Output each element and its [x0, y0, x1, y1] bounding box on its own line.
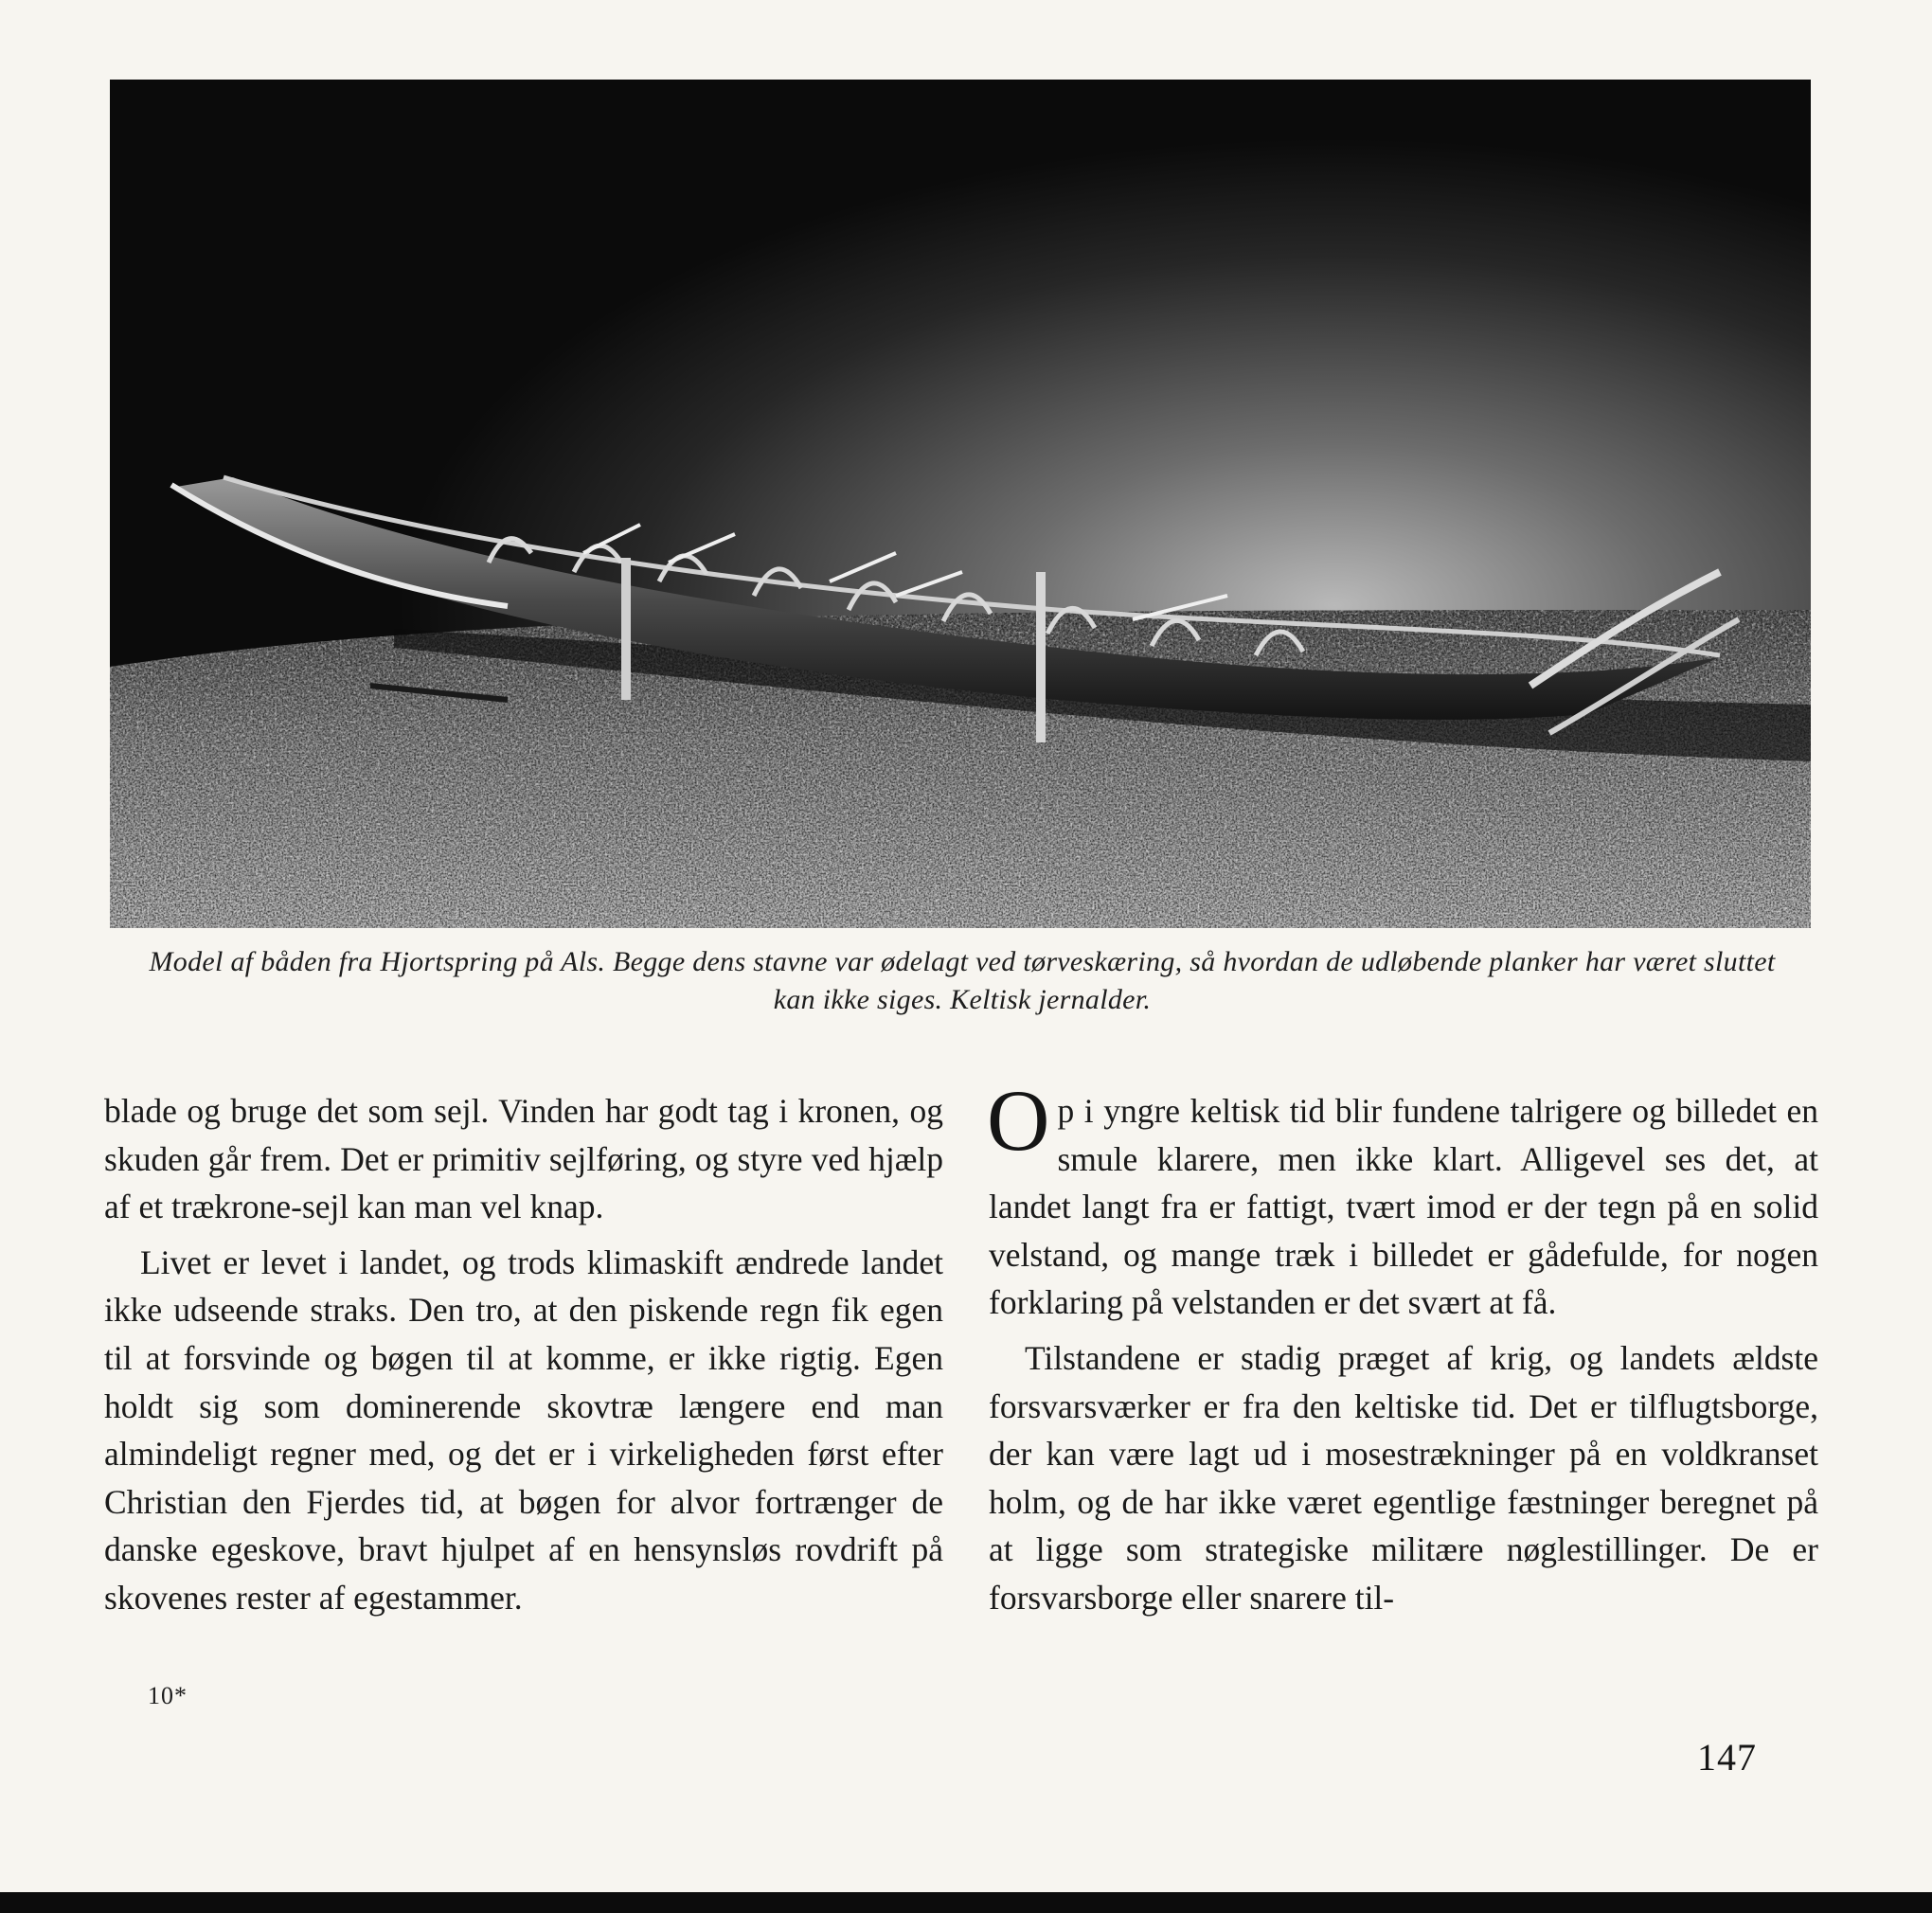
- scan-border: [0, 1892, 1932, 1913]
- paragraph: Livet er levet i landet, og trods klimaskift ændrede landet ikke udseende straks. Den tro, at den piskende regn fik egen til at forsvinde og bøgen til at komme, er ikke rigtig. Egen holdt sig som dominerende skovtræ længere end man almindeligt regner med, og det er i virkeligheden først efter Christian den Fjerdes tid, at bøgen for alvor fortrænger de danske egeskove, bravt hjulpet af en hensynsløs rovdrift på skovenes rester af egestammer.: [104, 1243, 943, 1617]
- paragraph: [987, 1072, 1818, 1327]
- signature-mark: 10*: [148, 1682, 188, 1709]
- figure-caption: [95, 943, 1830, 1019]
- boat-model-photograph: [110, 80, 1811, 928]
- drop-cap: O: [987, 1072, 1050, 1169]
- right-text-column: [987, 1072, 1818, 1622]
- paragraph-text: p i yngre keltisk tid blir fundene talrigere og billedet en smule klarere, men ikke klart. Alligevel ses det, at landet langt fra er fattigt, tvært imod er der tegn på en solid velstand, og mange træk i billedet er gådefulde, for nogen forklaring på velstanden er det svært at få.: [989, 1092, 1818, 1322]
- paragraph: blade og bruge det som sejl. Vinden har godt tag i kronen, og skuden går frem. Det er primitiv sejlføring, og styre ved hjælp af et trækrone-sejl kan man vel knap.: [104, 1092, 943, 1226]
- page-number: 147: [1697, 1736, 1757, 1779]
- left-text-column: [104, 1087, 943, 1622]
- paragraph: Tilstandene er stadig præget af krig, og landets ældste forsvarsværker er fra den keltiske tid. Det er tilflugtsborge, der kan være lagt ud i mosestrækninger på en voldkranset holm, og de har ikke været egentlige fæstninger beregnet på at ligge som strategiske militære nøglestillinger. De er forsvarsborge eller snarere til-: [989, 1338, 1818, 1617]
- photo-illustration: [110, 80, 1811, 928]
- caption-line-2: kan ikke siges. Keltisk jernalder.: [773, 984, 1152, 1015]
- caption-line-1: Model af båden fra Hjortspring på Als. Begge dens stavne var ødelagt ved tørveskæring, så hvordan de udløbende planker har været sluttet: [149, 946, 1776, 977]
